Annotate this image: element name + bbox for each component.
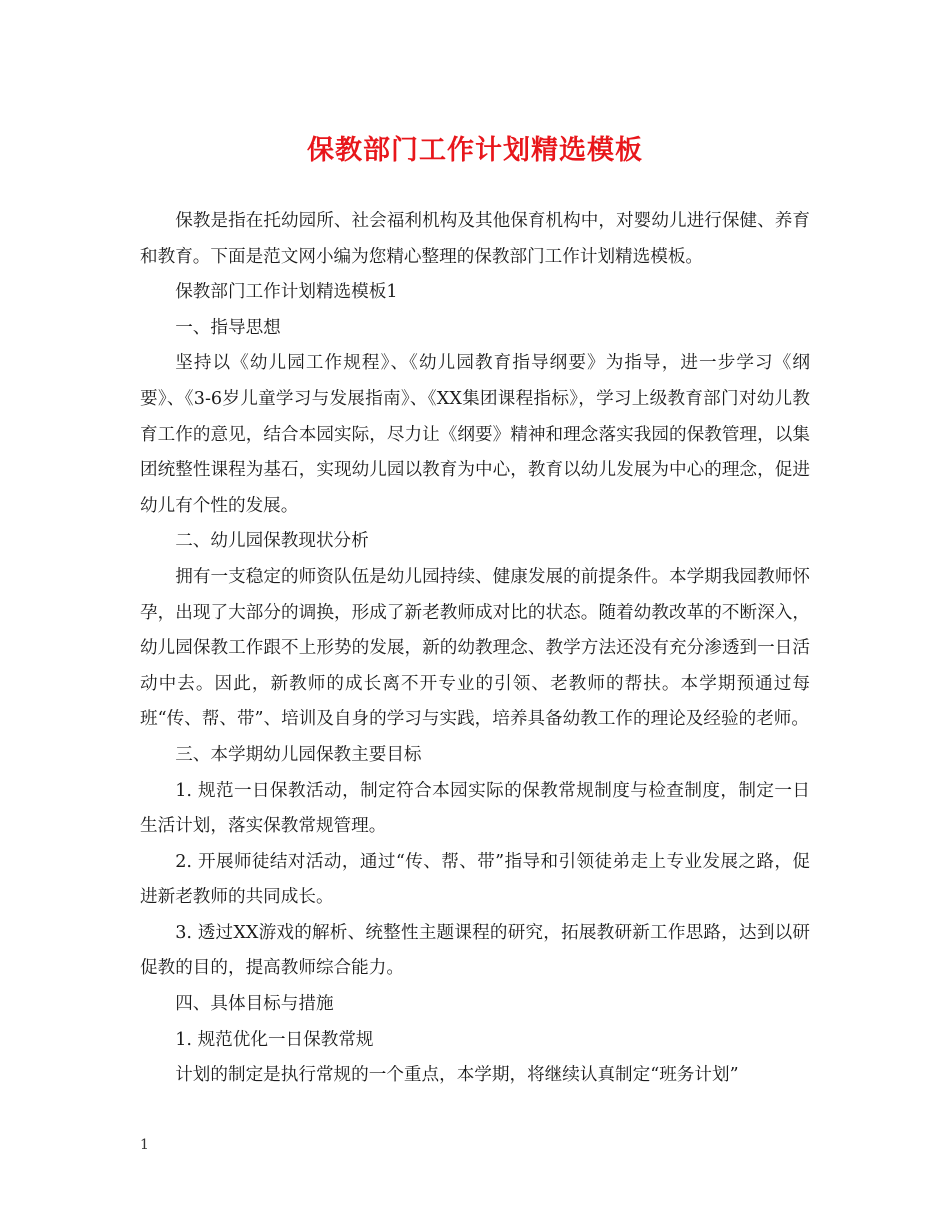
section-heading-3: 三、本学期幼儿园保教主要目标 (175, 744, 422, 765)
goal-item-2: 2. 开展师徒结对活动，通过“传、帮、带”指导和引领徒弟走上专业发展之路，促进新老教师的共同成长。 (140, 851, 810, 908)
section-heading-1: 一、指导思想 (175, 317, 281, 338)
paragraph-status-analysis: 拥有一支稳定的师资队伍是幼儿园持续、健康发展的前提条件。本学期我园教师怀孕，出现了大部分的调换，形成了新老教师成对比的状态。随着幼教改革的不断深入，幼儿园保教工作跟不上形势的发展，新的幼教理念、教学方法还没有充分渗透到一日活动中去。因此，新教师的成长离不开专业的引领、老教师的帮扶。本学期预通过每班“传、帮、带”、培训及自身的学习与实践，培养具备幼教工作的理论及经验的老师。 (140, 566, 810, 730)
paragraph-plan: 计划的制定是执行常规的一个重点，本学期，将继续认真制定“班务计划” (175, 1065, 739, 1086)
goal-item-3: 3. 透过XX游戏的解析、统整性主题课程的研究，拓展教研新工作思路，达到以研促教的目的，提高教师综合能力。 (140, 922, 810, 979)
measure-heading-1: 1. 规范优化一日保教常规 (175, 1029, 374, 1050)
goal-item-1: 1. 规范一日保教活动，制定符合本园实际的保教常规制度与检查制度，制定一日生活计划，落实保教常规管理。 (140, 780, 810, 837)
paragraph-subtitle: 保教部门工作计划精选模板1 (175, 282, 398, 303)
document-body (140, 204, 810, 1094)
page-number: 1 (140, 1137, 149, 1153)
paragraph-intro: 保教是指在托幼园所、社会福利机构及其他保育机构中，对婴幼儿进行保健、养育和教育。下面是范文网小编为您精心整理的保教部门工作计划精选模板。 (140, 211, 810, 267)
section-heading-2: 二、幼儿园保教现状分析 (175, 531, 369, 552)
section-heading-4: 四、具体目标与措施 (175, 994, 334, 1015)
paragraph-guiding-thought: 坚持以《幼儿园工作规程》、《幼儿园教育指导纲要》为指导，进一步学习《纲要》、《3-6岁儿童学习与发展指南》、《XX集团课程指标》，学习上级教育部门对幼儿教育工作的意见，结合本园实际，尽力让《纲要》精神和理念落实我园的保教管理，以集团统整性课程为基石，实现幼儿园以教育为中心，教育以幼儿发展为中心的理念，促进幼儿有个性的发展。 (140, 353, 810, 516)
document-title: 保教部门工作计划精选模板 (307, 135, 643, 166)
